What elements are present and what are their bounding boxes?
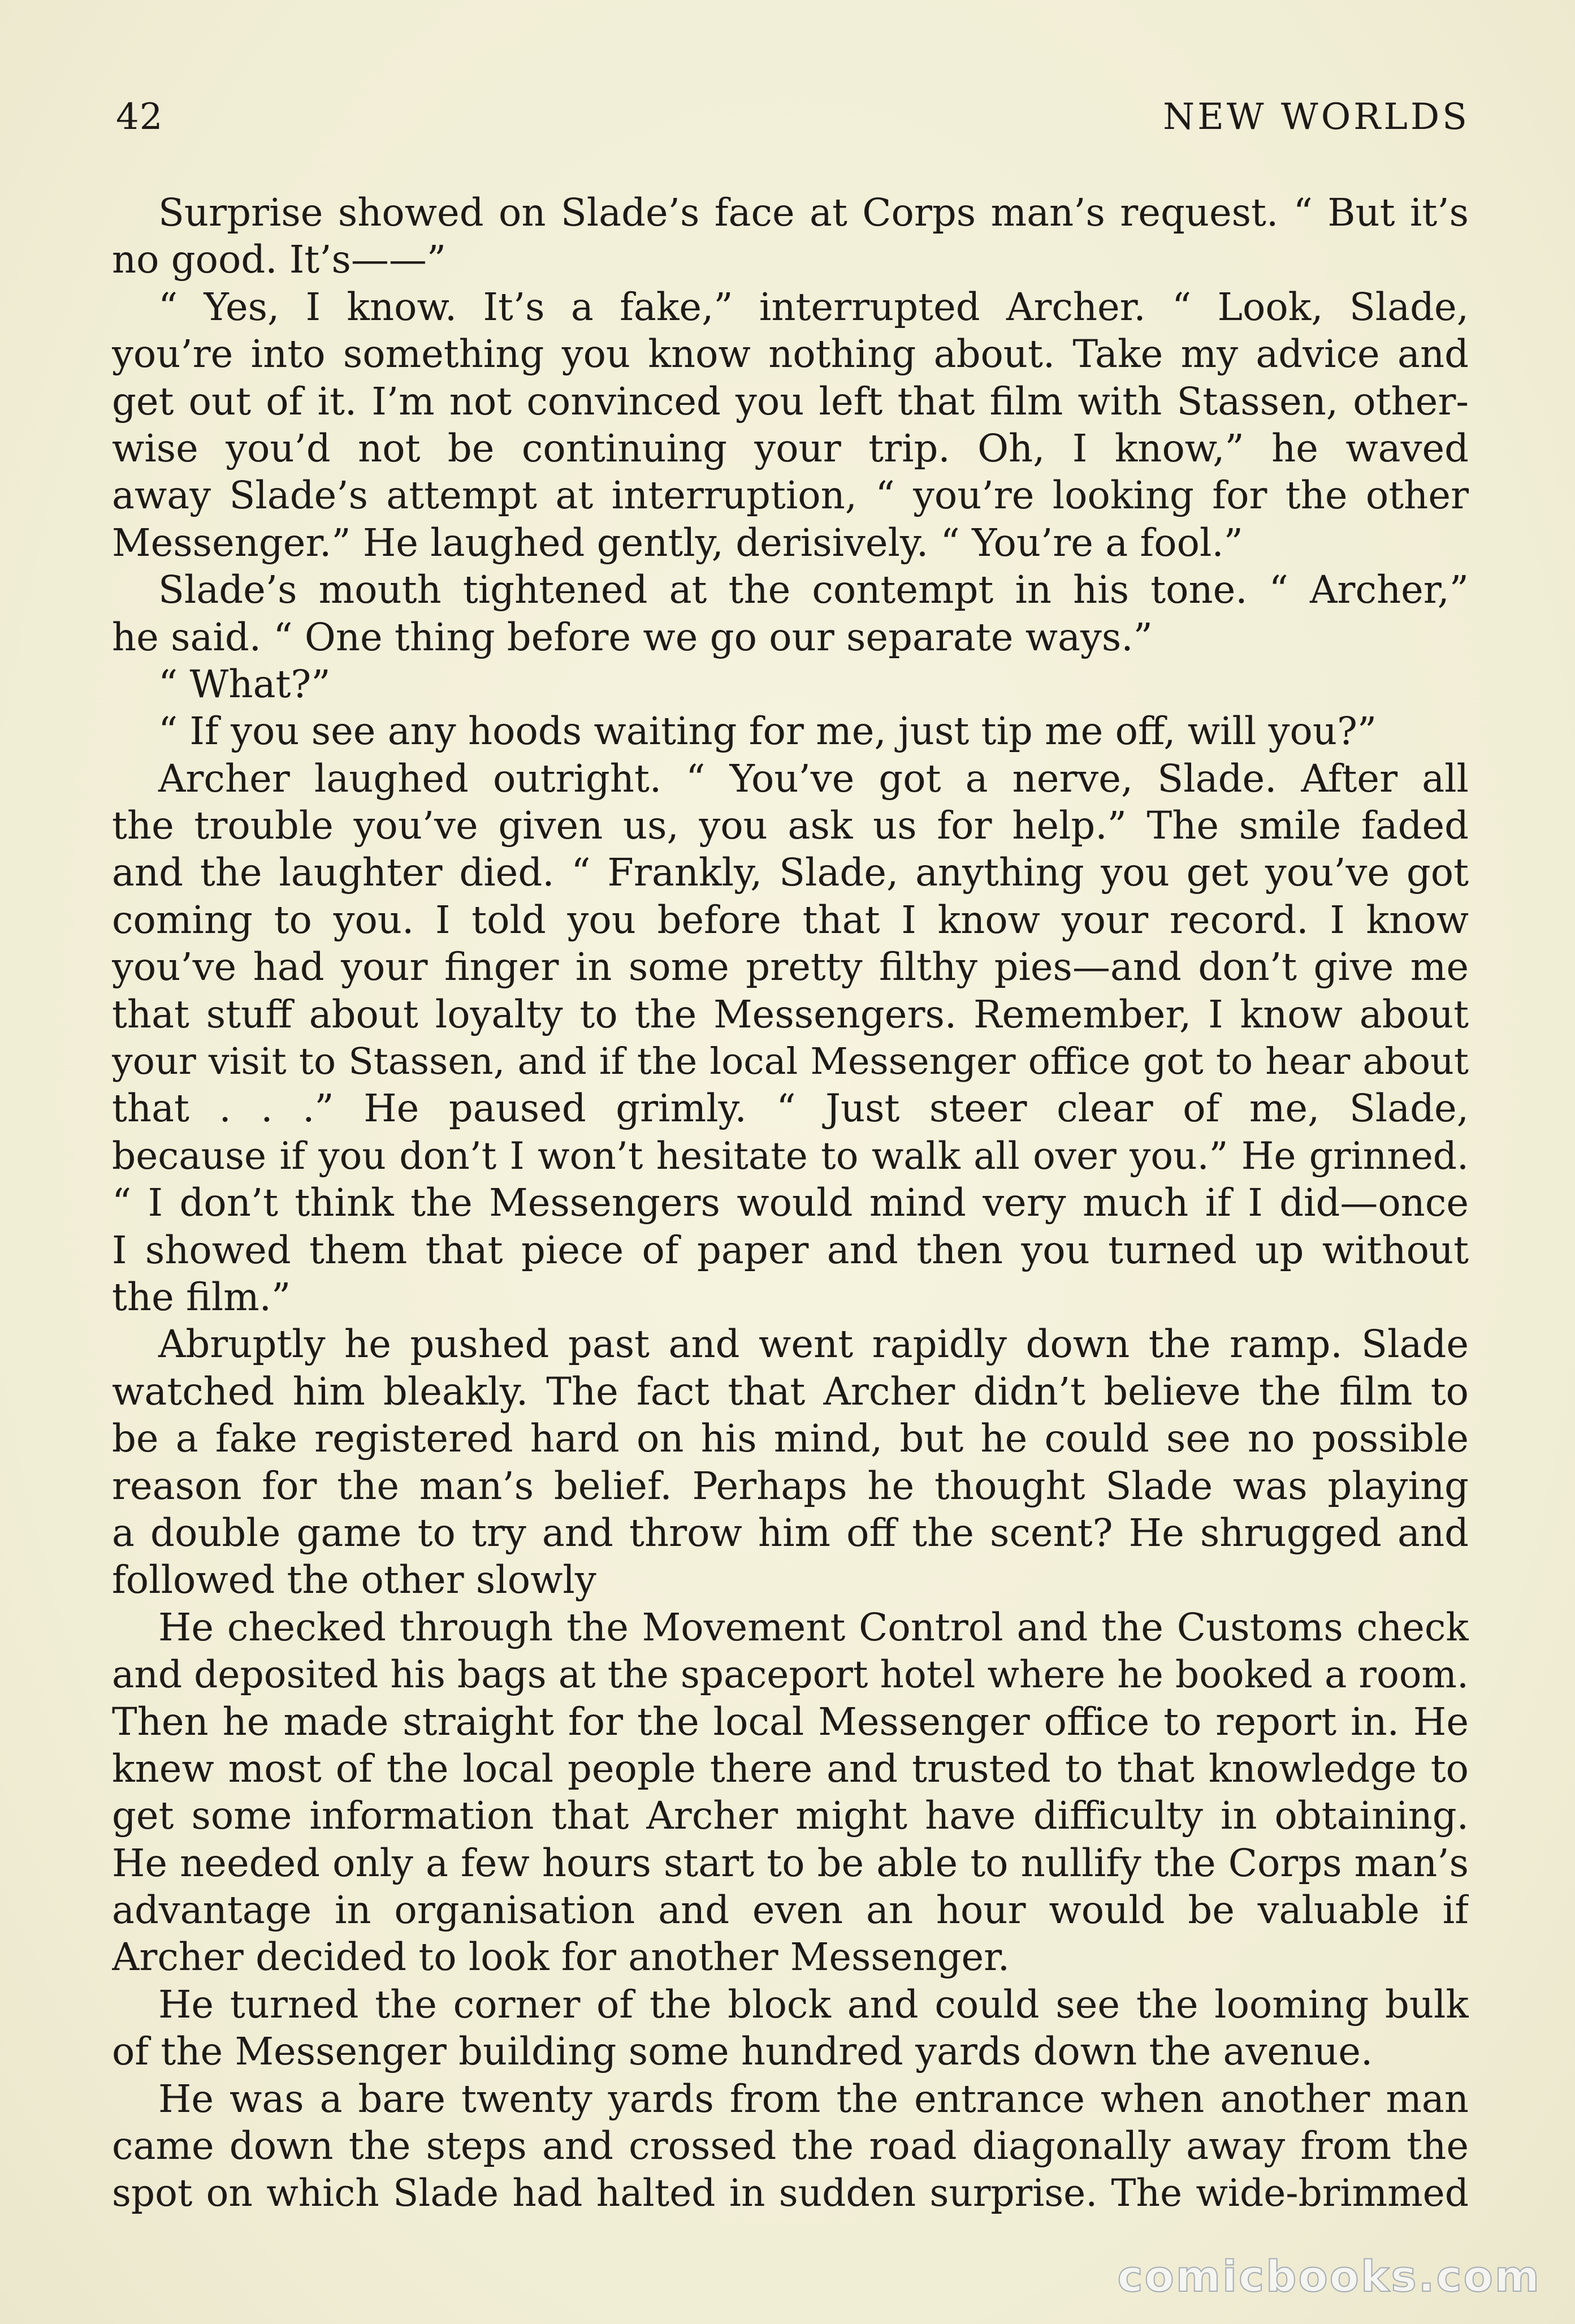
text-line: “ If you see any hoods waiting for me, just tip me off, will you?” [158,709,1377,754]
text-line: Archer laughed outright. “ You’ve got a nerve, Slade. After all [158,756,1469,801]
text-line: your visit to Stassen, and if the local Messenger office got to hear about [112,1040,1469,1083]
text-line: get some information that Archer might have difficulty in obtaining. [112,1794,1469,1838]
text-line: spot on which Slade had halted in sudden surprise. The wide-brimmed [112,2171,1469,2215]
text-line: you’re into something you know nothing about. Take my advice and [112,332,1469,377]
text-line: advantage in organisation and even an hour would be valuable if [112,1888,1469,1933]
watermark: comicbooks.com [1117,2251,1541,2301]
text-line: the trouble you’ve given us, you ask us for help.” The smile faded [112,804,1469,848]
page-header [116,96,1470,153]
text-line: I showed them that piece of paper and then you turned up without [112,1228,1469,1272]
text-line: He checked through the Movement Control and the Customs check [158,1605,1469,1649]
text-line: coming to you. I told you before that I know your record. I know [112,897,1469,942]
text-line: Messenger.” He laughed gently, derisively. “ You’re a fool.” [112,520,1243,565]
text-line: you’ve had your finger in some pretty filthy pies—and don’t give me [112,945,1469,990]
text-line: the film.” [112,1275,291,1319]
text-line: Then he made straight for the local Messenger office to report in. He [112,1699,1469,1744]
text-line: He turned the corner of the block and could see the looming bulk [158,1982,1469,2027]
text-line: and deposited his bags at the spaceport hotel where he booked a room. [112,1653,1469,1697]
text-line: knew most of the local people there and trusted to that knowledge to [112,1746,1469,1791]
text-line: “ What?” [158,662,331,706]
text-line: watched him bleakly. The fact that Archer didn’t believe the film to [112,1369,1469,1414]
text-line: away Slade’s attempt at interruption, “ you’re looking for the other [112,473,1469,518]
text-line: he said. “ One thing before we go our separate ways.” [112,615,1153,659]
text-line: followed the other slowly [112,1558,596,1602]
text-line: and the laughter died. “ Frankly, Slade, anything you get you’ve got [112,850,1469,895]
text-line: He needed only a few hours start to be able to nullify the Corps man’s [112,1841,1469,1885]
text-line: Surprise showed on Slade’s face at Corps man’s request. “ But it’s [158,191,1469,235]
text-line: be a fake registered hard on his mind, but he could see no possible [112,1416,1469,1461]
text-line: that . . .” He paused grimly. “ Just steer clear of me, Slade, [112,1086,1469,1131]
text-line: reason for the man’s belief. Perhaps he thought Slade was playing [112,1463,1469,1508]
text-line: a double game to try and throw him off the scent? He shrugged and [112,1510,1469,1555]
text-line: because if you don’t I won’t hesitate to walk all over you.” He grinned. [112,1134,1469,1178]
text-line: Abruptly he pushed past and went rapidly down the ramp. Slade [158,1322,1469,1367]
text-line: no good. It’s——” [112,237,447,282]
text-line: “ I don’t think the Messengers would mind very much if I did—once [112,1181,1469,1225]
text-line: Slade’s mouth tightened at the contempt in his tone. “ Archer,” [158,568,1469,612]
running-head: NEW WORLDS [1163,96,1470,138]
text-line: He was a bare twenty yards from the entrance when another man [158,2076,1469,2121]
text-line: Archer decided to look for another Messenger. [112,1935,1010,1980]
text-line: wise you’d not be continuing your trip. Oh, I know,” he waved [112,426,1469,470]
text-line: “ Yes, I know. It’s a fake,” interrupted Archer. “ Look, Slade, [158,284,1469,329]
text-line: that stuff about loyalty to the Messengers. Remember, I know about [112,992,1469,1036]
text-line: get out of it. I’m not convinced you left that film with Stassen, other- [112,379,1469,424]
page-number: 42 [116,96,163,138]
text-line: of the Messenger building some hundred yards down the avenue. [112,2029,1373,2074]
body-text [112,189,1469,2217]
text-line: came down the steps and crossed the road diagonally away from the [112,2124,1469,2169]
